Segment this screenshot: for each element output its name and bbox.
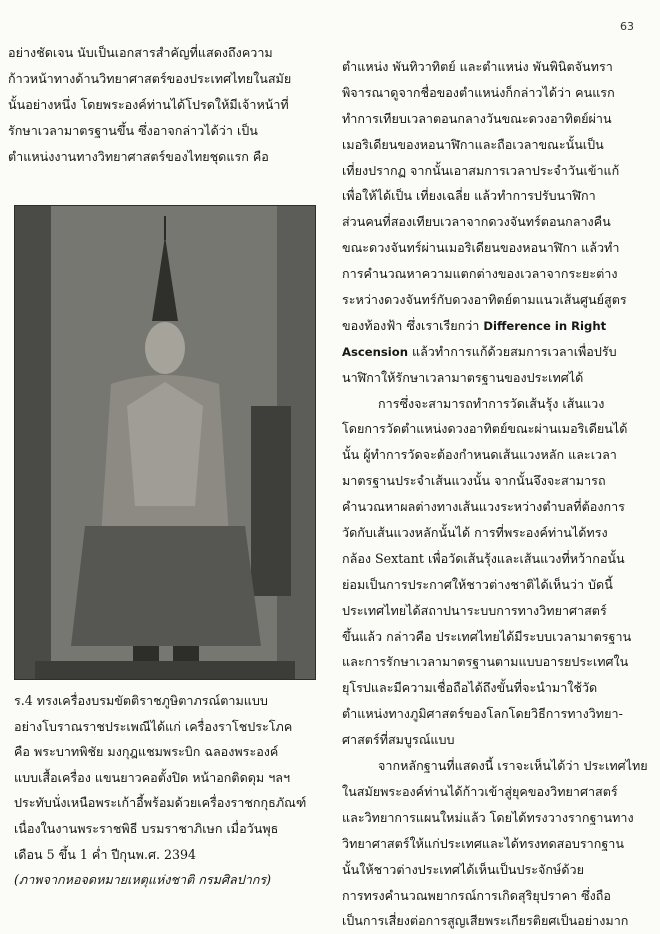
text-line: กล้อง Sextant เพื่อวัดเส้นรุ้งและเส้นแวงที่หว้ากอนั้น bbox=[342, 550, 625, 566]
text-line: วิทยาศาสตร์ให้แก่ประเทศและได้ทรงทดสอบรากฐาน bbox=[342, 835, 624, 851]
text-line: มาตรฐานประจำเส้นแวงนั้น จากนั้นจึงจะสามารถ bbox=[342, 473, 606, 489]
photo-caption bbox=[14, 688, 318, 893]
text-line: นั้น ผู้ทำการวัดจะต้องกำหนดเส้นแวงหลัก และเวลา bbox=[342, 447, 617, 463]
text-line: ประเทศไทยได้สถาปนาระบบการทางวิทยาศาสตร์ bbox=[342, 602, 607, 618]
royal-portrait-photo bbox=[14, 205, 316, 680]
text-line: การคำนวณหาความแตกต่างของเวลาจากระยะต่าง bbox=[342, 266, 618, 282]
caption-line: ร.4 ทรงเครื่องบรมขัตติราชภูษิตาภรณ์ตามแบบ bbox=[14, 693, 268, 708]
text-line: ขณะดวงจันทร์ผ่านเมอริเดียนของหอนาฬิกา แล้วทำ bbox=[342, 240, 620, 256]
english-term: Difference in Right bbox=[483, 318, 607, 333]
text-line: การทรงคำนวณพยากรณ์การเกิดสุริยุปราคา ซึ่งถือ bbox=[342, 887, 611, 903]
text-line: พิจารณาดูจากชื่อของตำแหน่งก็กล่าวได้ว่า คนแรก bbox=[342, 84, 615, 100]
text-line: ในสมัยพระองค์ท่านได้ก้าวเข้าสู่ยุคของวิทยาศาสตร์ bbox=[342, 783, 618, 799]
text-line: ตำแหน่งทางภูมิศาสตร์ของโลกโดยวิธีการทางวิทยา- bbox=[342, 706, 623, 722]
text-line: นาฬิกาให้รักษาเวลามาตรฐานของประเทศได้ bbox=[342, 369, 584, 385]
text-line: นั้นให้ชาวต่างประเทศได้เห็นเป็นประจักษ์ด้วย bbox=[342, 861, 584, 877]
text-line: และวิทยาการแผนใหม่แล้ว โดยได้ทรงวางรากฐานทาง bbox=[342, 809, 634, 825]
text-line: ส่วนคนที่สองเทียบเวลาจากดวงจันทร์ตอนกลางคืน bbox=[342, 214, 611, 230]
text-line: ตำแหน่ง พันทิวาทิตย์ และตำแหน่ง พันพินิตจันทรา bbox=[342, 59, 613, 74]
text-line: ตำแหน่งงานทางวิทยาศาสตร์ของไทยชุดแรก คือ bbox=[8, 148, 269, 164]
text-line: เมอริเดียนของหอนาฬิกาและถือเวลาขณะนั้นเป็น bbox=[342, 136, 604, 152]
text-line: อย่างชัดเจน นับเป็นเอกสารสำคัญที่แสดงถึงความ bbox=[8, 45, 273, 60]
text-line-with-term bbox=[342, 313, 654, 339]
text-line: ก้าวหน้าทางด้านวิทยาศาสตร์ของประเทศไทยในสมัย bbox=[8, 70, 292, 86]
text-line: วัดกับเส้นแวงหลักนั้นได้ การที่พระองค์ท่านได้ทรง bbox=[342, 525, 608, 541]
text-line: นั้นอย่างหนึ่ง โดยพระองค์ท่านได้โปรดให้มีเจ้าหน้าที่ bbox=[8, 96, 289, 112]
english-term: Ascension bbox=[342, 344, 408, 359]
text-fragment: แล้วทำการแก้ด้วยสมการเวลาเพื่อปรับ bbox=[407, 343, 617, 359]
paragraph-first-line: การซึ่งจะสามารถทำการวัดเส้นรุ้ง เส้นแวง bbox=[378, 395, 605, 411]
text-line: เที่ยงปรากฏ จากนั้นเอาสมการเวลาประจำวันเข้าแก้ bbox=[342, 162, 620, 178]
caption-line: แบบเสื้อเครื่อง แขนยาวคอตั้งปิด หน้าอกติดดุม ฯลฯ bbox=[14, 769, 291, 785]
text-line: เพื่อให้ได้เป็น เที่ยงเฉลี่ย แล้วทำการปรับนาฬิกา bbox=[342, 188, 596, 204]
text-line: ศาสตร์ที่สมบูรณ์แบบ bbox=[342, 732, 455, 748]
caption-line: คือ พระบาทพิชัย มงกุฎแชมพระบิก ฉลองพระองค์ bbox=[14, 744, 279, 760]
text-line: และการรักษาเวลามาตรฐานตามแบบอารยประเทศใน bbox=[342, 654, 629, 670]
text-line: คำนวณหาผลต่างทางเส้นแวงระหว่างตำบลที่ต้องการ bbox=[342, 499, 625, 515]
text-line: ยุโรปและมีความเชื่อถือได้ถึงขั้นที่จะนำมาใช้วัด bbox=[342, 680, 598, 696]
left-column bbox=[8, 40, 308, 169]
text-line: โดยการวัดตำแหน่งดวงอาทิตย์ขณะผ่านเมอริเดียนได้ bbox=[342, 421, 628, 437]
text-line: ขึ้นแล้ว กล่าวคือ ประเทศไทยได้มีระบบเวลามาตรฐาน bbox=[342, 628, 632, 644]
caption-line: เนื่องในงานพระราชพิธี บรมราชาภิเษก เมื่อวันพุธ bbox=[14, 820, 279, 836]
right-column bbox=[342, 54, 654, 934]
text-fragment: ของท้องฟ้า ซึ่งเราเรียกว่า bbox=[342, 317, 484, 333]
text-line: รักษาเวลามาตรฐานขึ้น ซึ่งอาจกล่าวได้ว่า เป็น bbox=[8, 122, 258, 138]
text-line: ย่อมเป็นการประกาศให้ชาวต่างชาติได้เห็นว่า บัดนี้ bbox=[342, 576, 613, 592]
page-number: 63 bbox=[620, 20, 634, 33]
caption-line: ประทับนั่งเหนือพระเก้าอี้พร้อมด้วยเครื่องราชกกุธภัณฑ์ bbox=[14, 795, 307, 811]
paragraph-first-line: จากหลักฐานที่แสดงนี้ เราจะเห็นได้ว่า ประเทศไทย bbox=[378, 758, 648, 774]
caption-line: อย่างโบราณราชประเพณีได้แก่ เครื่องราโชประโภค bbox=[14, 718, 293, 734]
text-line: ทำการเทียบเวลาตอนกลางวันขณะดวงอาทิตย์ผ่าน bbox=[342, 110, 612, 126]
photo-credit: (ภาพจากหอจดหมายเหตุแห่งชาติ กรมศิลปากร) bbox=[14, 872, 272, 888]
text-line: เป็นการเสี่ยงต่อการสูญเสียพระเกียรติยศเป็นอย่างมาก bbox=[342, 913, 629, 929]
text-line: ระหว่างดวงจันทร์กับดวงอาทิตย์ตามแนวเส้นศูนย์สูตร bbox=[342, 292, 627, 308]
portrait-illustration bbox=[15, 206, 315, 679]
text-line-with-term bbox=[342, 339, 654, 365]
caption-line: เดือน 5 ขึ้น 1 ค่ำ ปีกุนพ.ศ. 2394 bbox=[14, 846, 196, 862]
